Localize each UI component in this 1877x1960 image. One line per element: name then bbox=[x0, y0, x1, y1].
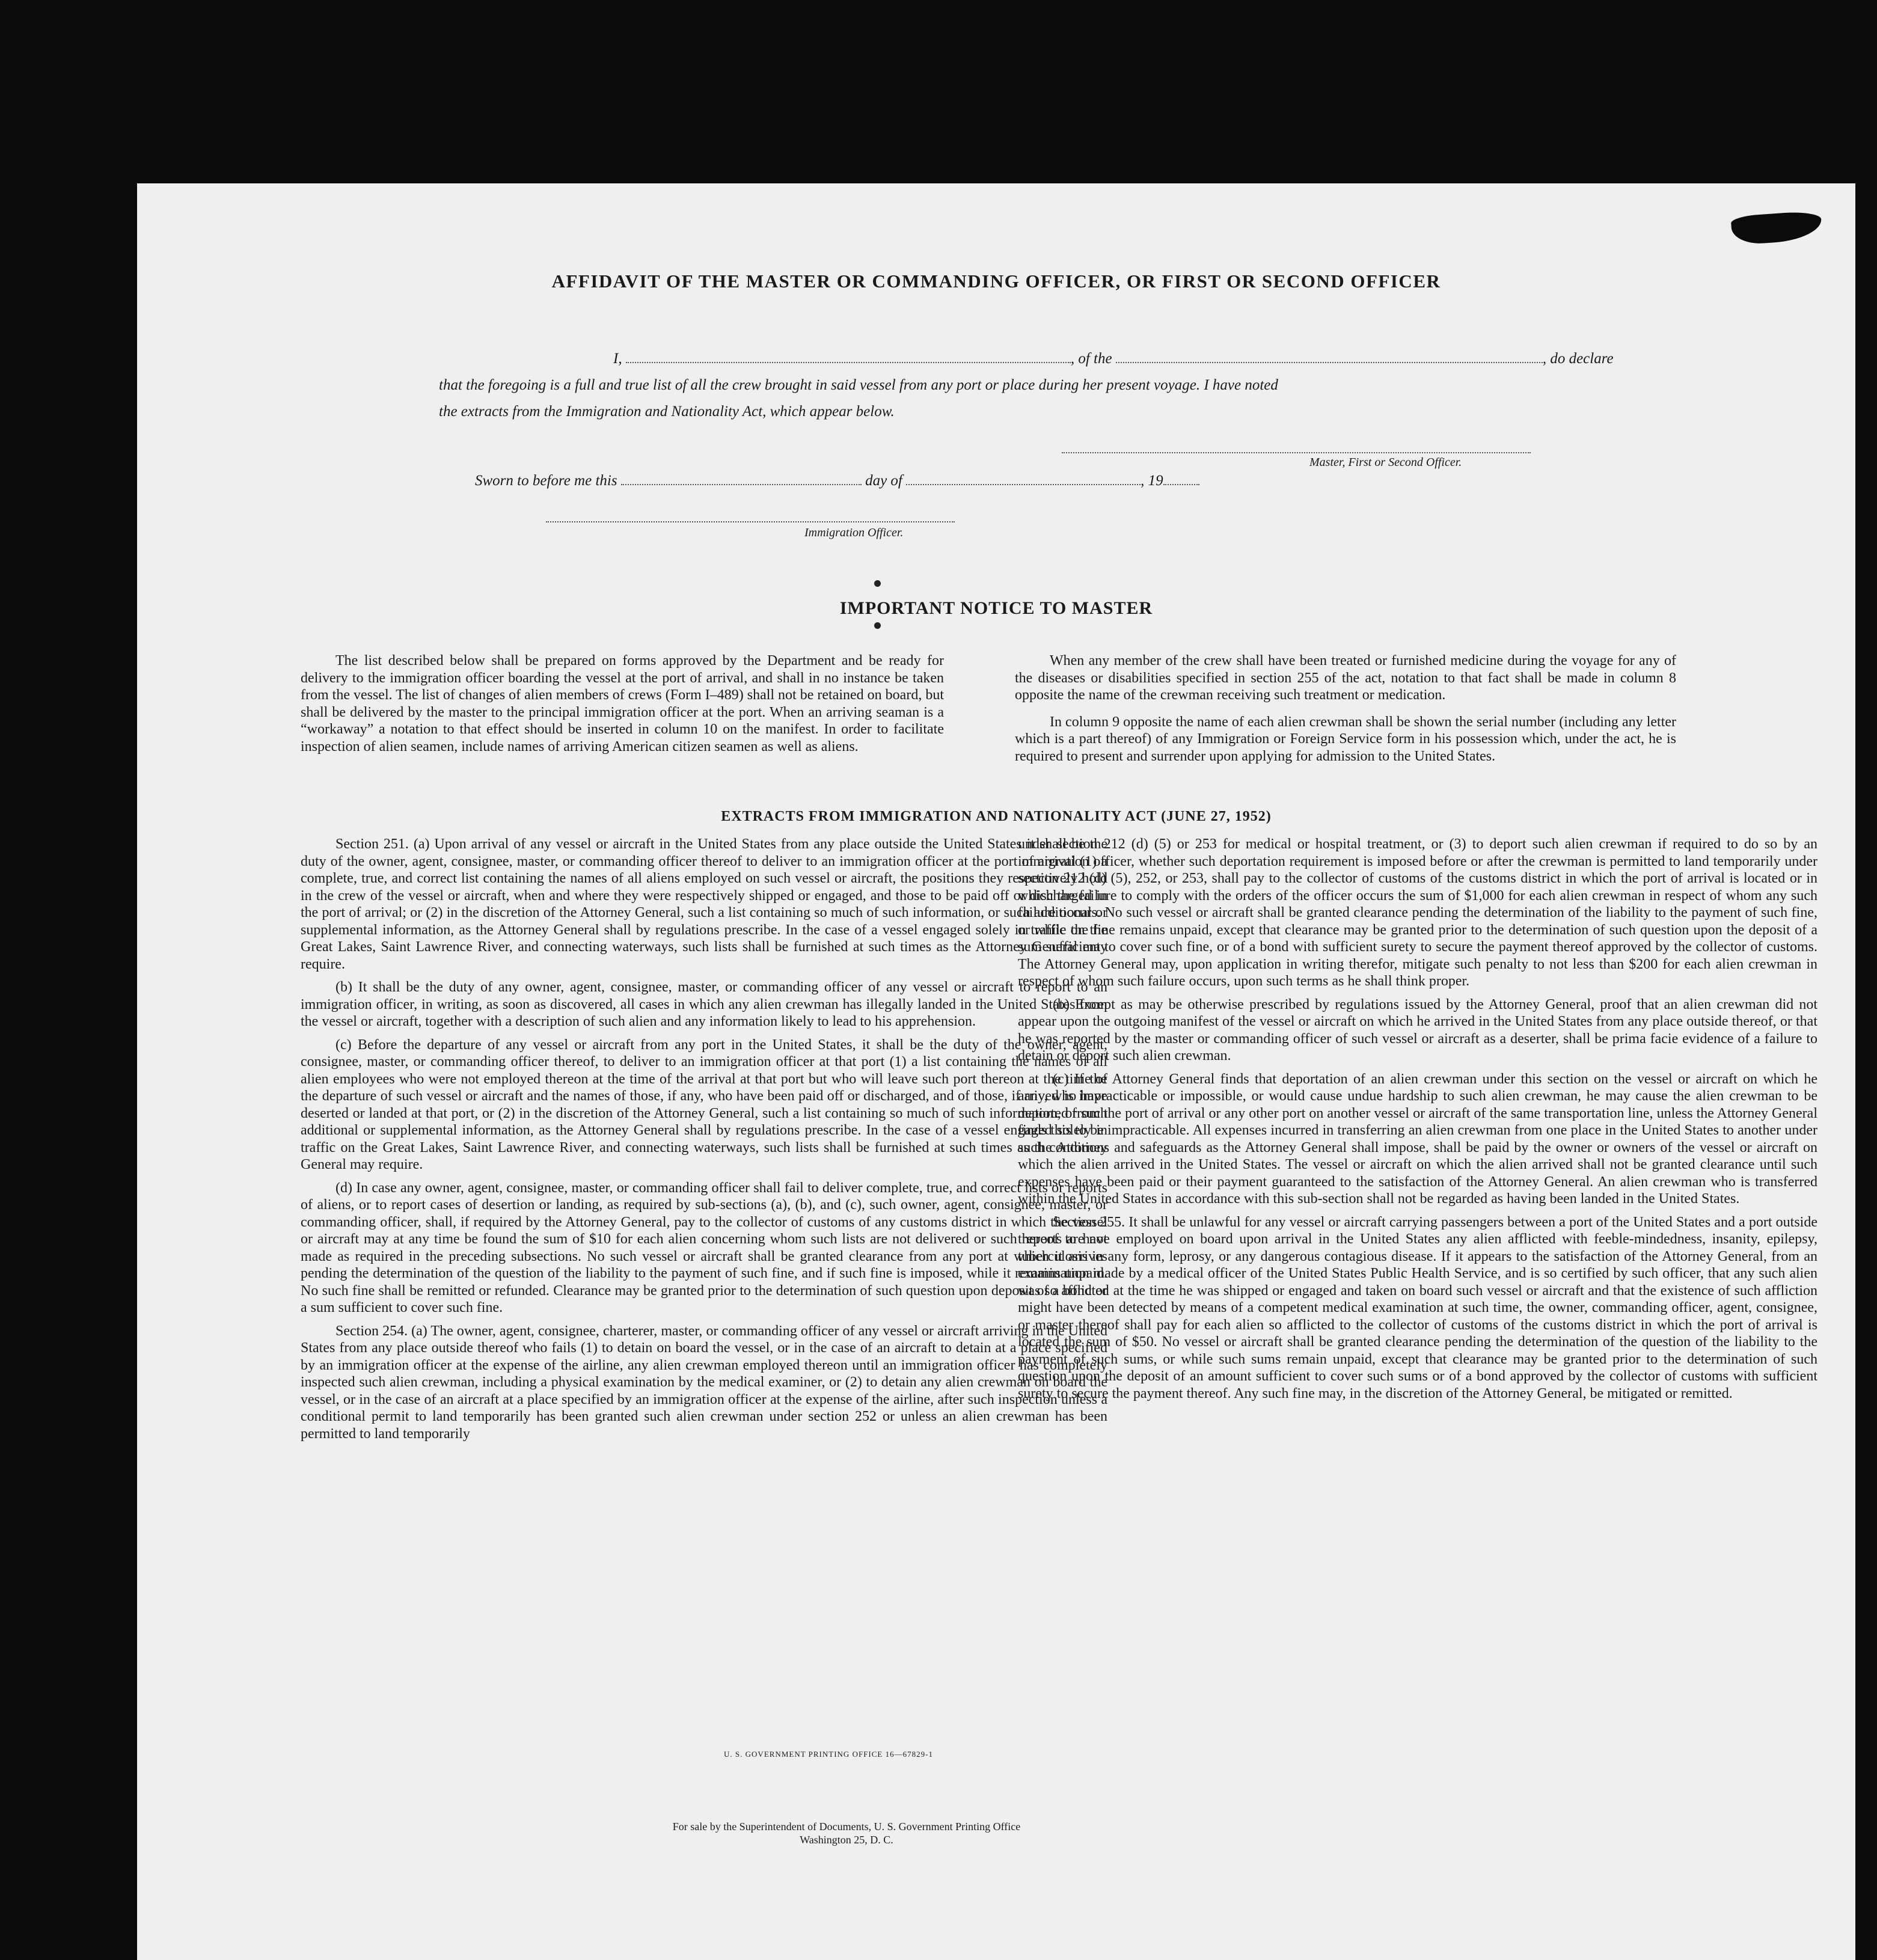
sale-notice-line-2: Washington 25, D. C. bbox=[800, 1834, 893, 1846]
section-251-c: (c) Before the departure of any vessel or aircraft from any port in the United States, it shall be the duty of the owner, agent, consignee, master, or commanding officer thereof, to deliver to an immigration officer at that port (1) a list containing the names of all alien employees who were not employed thereon at the time of the arrival at that port but who will leave such port thereon at the time of the departure of such vessel or aircraft and the names of those, if any, who have been paid off or discharged, and of those, if any, who have deserted or landed at that port, or (2) in the discretion of the Attorney General, such a list containing so much of such information, or such additional or supplemental information, as the Attorney General shall by regulations prescribe. In the case of a vessel engaged solely in traffic on the Great Lakes, Saint Lawrence River, and connecting waterways, such lists shall be furnished at such times as the Attorney General may require. bbox=[301, 1037, 1107, 1172]
master-signature-field[interactable] bbox=[1062, 452, 1531, 453]
form-page bbox=[137, 183, 1855, 1960]
section-254-c: (c) If the Attorney General finds that deportation of an alien crewman under this section on the vessel or aircraft on which he arrived is impracticable or impossible, or would cause undue hardship to such alien crewman, he may cause the alien crewman to be deported from the port of arrival or any other port on another vessel or aircraft of the same transportation line, unless the Attorney General finds this to be impracticable. All expenses incurred in transferring an alien crewman from one place in the United States to another under such conditions and safeguards as the Attorney General shall impose, shall be paid by the owner or owners of the vessel or aircraft on which the alien arrived in the United States. The vessel or aircraft on which the alien arrived shall not be granted clearance until such expenses have been paid or their payment guaranteed to the satisfaction of the Attorney General. An alien crewman who is transferred within the United States in accordance with this sub-section shall not be regarded as having been landed in the United States. bbox=[1018, 1071, 1817, 1207]
section-251-b: (b) It shall be the duty of any owner, agent, consignee, master, or commanding officer of any vessel or aircraft to report to an immigration officer, in writing, as soon as discovered, all cases in which any alien crewman has illegally landed in the United States from the vessel or aircraft, together with a description of such alien and any information likely to lead to his apprehension. bbox=[301, 979, 1107, 1029]
notice-right-paragraph-2: In column 9 opposite the name of each alien crewman shall be shown the serial number (including any letter which is a part thereof) of any Immigration or Foreign Service form in his possession which, under the act, he is required to present and surrender upon applying for admission to the United States. bbox=[1015, 714, 1676, 764]
vessel-name-field[interactable] bbox=[1116, 350, 1543, 363]
sworn-day-field[interactable] bbox=[621, 472, 862, 485]
torn-corner bbox=[1731, 210, 1823, 245]
section-254-a-continued: under section 212 (d) (5) or 253 for medical or hospital treatment, or (3) to deport such alien crewman if required to do so by an immigration officer, whether such deportation requirement is imposed before or after the crewman is permitted to land temporarily under section 212 (d) (5), 252, or 253, shall pay to the collector of customs of the customs district in which the port of arrival is located or in which the failure to comply with the orders of the officer occurs the sum of $1,000 for each alien crewman in respect of whom any such failure occurs. No such vessel or aircraft shall be granted clearance pending the determination of the liability to the payment of such fine, or while the fine remains unpaid, except that clearance may be granted prior to the determination of such question upon the deposit of a sum sufficient to cover such fine, or of a bond with sufficient surety to secure the payment thereof approved by the collector of customs. The Attorney General may, upon application in writing therefor, mitigate such penalty to not less than $200 for each alien crewman in respect of whom such failure occurs, upon such terms as he shall think proper. bbox=[1018, 836, 1817, 989]
master-signature-caption: Master, First or Second Officer. bbox=[1309, 456, 1462, 469]
day-of-label: day of bbox=[865, 473, 902, 489]
printing-office-imprint: U. S. GOVERNMENT PRINTING OFFICE 16—67829-1 bbox=[724, 1750, 933, 1759]
affidavit-title: AFFIDAVIT OF THE MASTER OR COMMANDING OFFICER, OR FIRST OR SECOND OFFICER bbox=[551, 271, 1441, 292]
section-254-a: Section 254. (a) The owner, agent, consignee, charterer, master, or commanding officer of any vessel or aircraft arriving in the United States from any place outside thereof who fails (1) to detain on board the vessel, or in the case of an aircraft to detain at a place specified by an immigration officer at the expense of the airline, any alien crewman employed thereon until an immigration officer has completely inspected such alien crewman, including a physical examination by the medical examiner, or (2) to detain any alien crewman on board the vessel, or in the case of an aircraft at a place specified by an immigration officer at the expense of the airline, after such inspection unless a conditional permit to land temporarily has been granted such alien crewman under section 252 or unless an alien crewman has been permitted to land temporarily bbox=[301, 1323, 1107, 1442]
section-251-a: Section 251. (a) Upon arrival of any vessel or aircraft in the United States from any place outside the United States it shall be the duty of the owner, agent, consignee, master, or commanding officer thereof to deliver to an immigration officer at the port of arrival (1) a complete, true, and correct list containing the names of all aliens employed on such vessel or aircraft, the positions they respectively hold in the crew of the vessel or aircraft, when and where they were respectively shipped or engaged, and those to be paid off or discharged in the port of arrival; or (2) in the discretion of the Attorney General, such a list containing so much of such information, or such additional or supplemental information, as the Attorney General shall by regulations prescribe. In the case of a vessel engaged solely in traffic on the Great Lakes, Saint Lawrence River, and connecting waterways, such lists shall be furnished at such times as the Attorney General may require. bbox=[301, 836, 1107, 972]
declarant-prefix: I, bbox=[613, 351, 622, 367]
sale-notice bbox=[516, 1820, 1177, 1846]
sworn-month-field[interactable] bbox=[906, 472, 1141, 485]
notice-title: IMPORTANT NOTICE TO MASTER bbox=[839, 598, 1153, 618]
notice-left-paragraph: The list described below shall be prepared on forms approved by the Department and be ready for delivery to the immigration officer boarding the vessel at the port of arrival, and shall in no instance be taken from the vessel. The list of changes of alien members of crews (Form I–489) shall not be retained on board, but shall be delivered by the master to the principal immigration officer at the port. When an arriving seaman is a “workaway” a notation to that effect should be inserted in column 10 on the manifest. In order to facilitate inspection of alien seamen, include names of arriving American citizen seamen as well as aliens. bbox=[301, 653, 944, 755]
declarant-name-field[interactable] bbox=[626, 350, 1071, 363]
extracts-left-column bbox=[301, 836, 1107, 1448]
section-255: Section 255. It shall be unlawful for any vessel or aircraft carrying passengers between a port of the United States and a port outside thereof to have employed on board upon arrival in the United States any alien afflicted with feeble-mindedness, insanity, epilepsy, tuberculosis in any form, leprosy, or any dangerous contagious disease. If it appears to the satisfaction of the Attorney General, from an examination made by a medical officer of the United States Public Health Service, and is so certified by such officer, that any such alien was so afflicted at the time he was shipped or engaged and taken on board such vessel or aircraft and that the existence of such affliction might have been detected by means of a competent medical examination at such time, the owner, commanding officer, agent, consignee, or master thereof shall pay for each alien so afflicted to the collector of customs of the customs district in which the port of arrival is located the sum of $50. No vessel or aircraft shall be granted clearance pending the determination of the question of the liability to the payment of such sums, or while such sums remain unpaid, except that clearance may be granted prior to the determination of such question upon the deposit of an amount sufficient to cover such sums or of a bond approved by the collector of customs with sufficient surety to secure the payment thereof. Any such fine may, in the discretion of the Attorney General, be mitigated or remitted. bbox=[1018, 1214, 1817, 1401]
of-the-label: , of the bbox=[1070, 351, 1112, 367]
notice-right-paragraph-1: When any member of the crew shall have been treated or furnished medicine during the voyage for any of the diseases or disabilities specified in section 255 of the act, notation to that fact shall be made in column 8 opposite the name of the crewman receiving such treatment or medication. bbox=[1015, 653, 1676, 703]
extracts-right-column bbox=[1018, 836, 1817, 1408]
sworn-line bbox=[475, 472, 1199, 489]
notice-right-column bbox=[1015, 652, 1676, 771]
immigration-officer-signature-field[interactable] bbox=[546, 521, 955, 522]
ink-dot bbox=[874, 622, 881, 629]
sworn-prefix: Sworn to before me this bbox=[475, 473, 617, 489]
sworn-year-field[interactable] bbox=[1163, 472, 1199, 485]
notice-left-column bbox=[301, 652, 944, 761]
declaration-block bbox=[439, 346, 1614, 425]
section-254-b: (b) Except as may be otherwise prescribed by regulations issued by the Attorney General, proof that an alien crewman did not appear upon the outgoing manifest of the vessel or aircraft on which he arrived in the United States from any place outside thereof, or that he was reported by the master or commanding officer of such vessel or aircraft as a deserter, shall be prima facie evidence of a failure to detain or deport such alien crewman. bbox=[1018, 996, 1817, 1064]
sale-notice-line-1: For sale by the Superintendent of Documents, U. S. Government Printing Office bbox=[672, 1821, 1021, 1833]
extracts-title: EXTRACTS FROM IMMIGRATION AND NATIONALITY ACT (JUNE 27, 1952) bbox=[721, 809, 1272, 824]
declaration-line-3: the extracts from the Immigration and Nationality Act, which appear below. bbox=[439, 403, 895, 420]
section-251-d: (d) In case any owner, agent, consignee, master, or commanding officer shall fail to deliver complete, true, and correct lists or reports of aliens, or to report cases of desertion or landing, as required by sub-sections (a), (b), and (c), such owner, agent, consignee, master, or commanding officer, shall, if required by the Attorney General, pay to the collector of customs of any customs district in which the vessel or aircraft may at any time be found the sum of $10 for each alien concerning whom such lists are not delivered or such reports are not made as required in the preceding subsections. No such vessel or aircraft shall be granted clearance from any port at which it arrives pending the determination of the question of the liability to the payment of such fine, and if such fine is imposed, while it remains unpaid. No such fine shall be remitted or refunded. Clearance may be granted prior to the determination of such question upon deposit of a bond or a sum sufficient to cover such fine. bbox=[301, 1180, 1107, 1315]
ink-dot bbox=[874, 580, 881, 587]
year-prefix-label: , 19 bbox=[1141, 473, 1163, 489]
do-declare-label: , do declare bbox=[1542, 351, 1614, 367]
declaration-line-1 bbox=[439, 346, 1614, 372]
declaration-line-2: that the foregoing is a full and true list of all the crew brought in said vessel from any port or place during her present voyage. I have noted bbox=[439, 377, 1278, 393]
immigration-officer-caption: Immigration Officer. bbox=[804, 526, 904, 539]
